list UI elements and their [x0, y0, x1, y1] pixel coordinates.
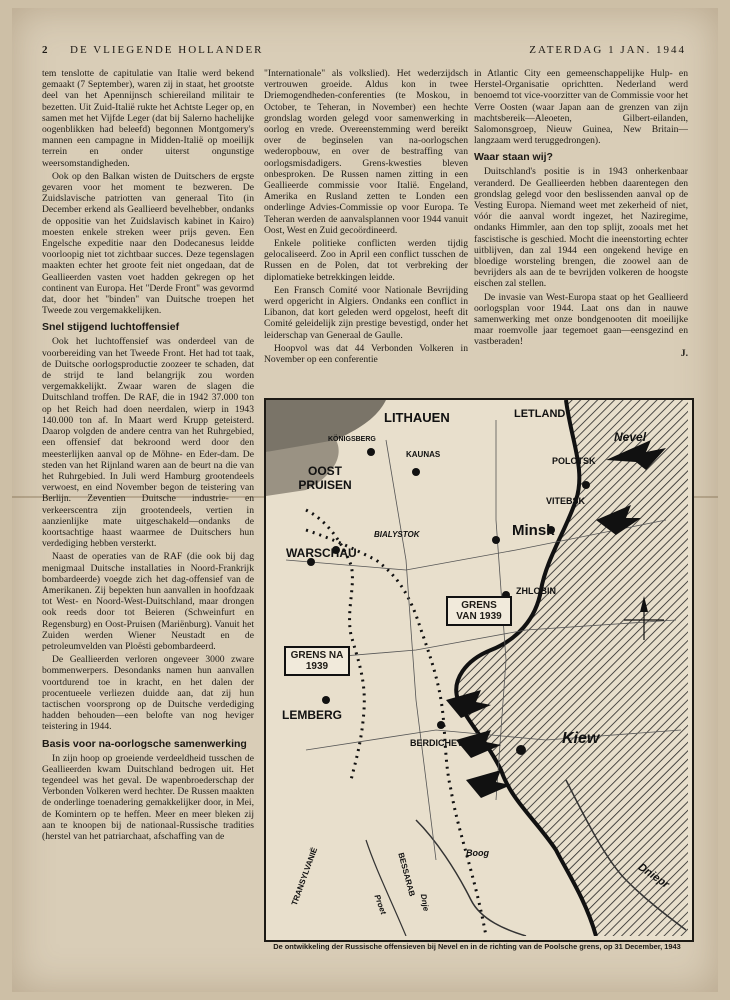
map-label-vitebsk: VITEBSK [546, 496, 586, 506]
map-label-warsaw: WARSCHAU [286, 546, 357, 560]
city-dot [437, 721, 445, 729]
city-dot [582, 481, 590, 489]
paragraph: De invasie van West-Europa staat op het Geallieerd oorlogsplan voor 1944. Laat ons dan in nauwe samenwerking met onze bondgenooten dit moeilijke maar roemvolle jaar tegemoet gaan—eensgezind en vastberaden! [474, 291, 688, 348]
front-map [264, 398, 694, 942]
map-label-east-prussia: OOST PRUISEN [298, 464, 352, 492]
map-label-nevel: Nevel [614, 430, 647, 444]
paragraph: Hoopvol was dat 44 Verbonden Volkeren in November op een conferentie [264, 342, 468, 366]
section-heading: Waar staan wij? [474, 151, 553, 164]
map-label-kaunas: KAUNAS [406, 450, 441, 459]
map-label-konigsberg: KÖNIGSBERG [328, 436, 376, 443]
city-dot [516, 745, 526, 755]
map-label-kiev: Kiew [562, 730, 600, 747]
map-label-transylvania: TRANSYLVANIË [289, 846, 320, 907]
paragraph: Een Fransch Comité voor Nationale Bevrijding werd opgericht in Algiers. Ondanks een conflict in Libanon, dat kort geleden werd opgelost, heeft dit Comité geleidelijk zijn prestige bevestigd, onder het leiderschap van Generaal de Gaulle. [264, 284, 468, 341]
paragraph: Ook op den Balkan wisten de Duitschers de ergste gevaren voor het moment te bezweren. De Zuidslavische patriotten van generaal Tito (in December erkend als Geallieerd bevelhebber, ondanks de oppositie van het Zuidslavisch kabinet in Kairo) moesten enkele streken weer prijs geven. Een Engelsche expeditie naar den Dodecanesus leidde voorloopig niet tot zichtbaar succes. Deze tegenslagen maakten echter het groote feit niet ongedaan, dat de Geallieerden vasten voet hadden gekregen op het continent van Europa. Het "Derde Front" was gevormd dat, door het "binden" van Duitsche troepen het Tweede zou vergemakkelijken. [42, 170, 254, 317]
map-label-bessarabia: BESSARAB [396, 851, 417, 898]
map-label-bialystok: BIALYSTOK [374, 530, 420, 539]
newspaper-page [12, 8, 718, 992]
paragraph: De Geallieerden verloren ongeveer 3000 zware bommenwerpers. Desondanks namen hun aanvallen voortdurend toe in kracht, en het dalen der procentueele verliezen duidde aan, dat zij hun tactischen voorsprong op de Duitsche verdediging hadden behouden—een belofte van nog heviger teistering in 1944. [42, 654, 254, 733]
paragraph: "Internationale" als volkslied). Het wederzijdsch vertrouwen groeide. Aldus kon in twee Driemogendheden-conferenties (te Moskou, in October, te Teheran, in November) een hechte grondslag worden gelegd voor samenwerking in oorlog en vrede. Overeenstemming werd bereikt over de beginselen van na-oorlogschen wederopbouw, en over de bestraffing van oorlogsmisdadigers. Grens-kwesties bleven onbesproken. De Russen namen zitting in een Geallieerde commissie voor Italië. Engeland, Amerika en Rusland zetten te Londen een onderlinge Advies-Commissie op voor Europa. Te Teheran werden de aanvalsplannen voor 1944 vanuit Oost, West en Zuid gecoördineerd. [264, 68, 468, 236]
map-label-polotsk: POLOTSK [552, 456, 596, 466]
map-label-minsk: Minsk [512, 522, 555, 539]
russian-held-area [456, 400, 688, 936]
border-1939-line [306, 530, 486, 936]
paragraph: Duitschland's positie is in 1943 onherkenbaar veranderd. De Geallieerden hebben daarentegen den grondslag gelegd voor den beslissenden aanval op de Vesting Europa. Niemand weet met zekerheid of niet, vóór die aanval wordt ingezet, het Naziregime, ondanks Himmler, aan den top splijt, zooals met het fascistische is geschied. Mocht die ineenstorting echter uitblijven, dan zal 1944 een ongekend hevige en bloedige worsteling brengen, die zoowel aan de bevrijders als aan de te bevrijden volkeren de hoogste eischen zal stellen. [474, 166, 688, 290]
masthead [42, 44, 692, 62]
paragraph: tem tenslotte de capitulatie van Italie werd bekend gemaakt (7 September), waren zij in staat, het grootste deel van het Apennijnsch schiereiland militair te bezetten. Uit Zuid-Italië rukte het Achtste Leger op, en samen met het Vijfde Leger (dat bij Salerno hachelijke oogenblikken had beleefd) begonnen Montgomery's mannen een campagne in Midden-Italië op moeilijk terrein en onder uiterst ongunstige weersomstandigheden. [42, 68, 254, 169]
author-signature: J. [680, 347, 688, 359]
paragraph: In zijn hoop op groeiende verdeeldheid tusschen de Geallieerden kwam Duitschland bedrogen uit. Het tegendeel was het geval. De wapenbroederschap der Verbonden Volkeren werd hechter. De Russen maakten de onderlinge toenadering gemakkelijker door, in Mei, de Komintern op te heffen. Meer en meer bleken zij aan te knoopen bij de nationaal-Russische tradities (herstel van het patriarchaat, afschaffing van de [42, 752, 254, 842]
map-label-prut: Proet [372, 893, 388, 916]
column-1 [42, 68, 254, 948]
city-dot [412, 468, 420, 476]
map-label-lithuania: LITHAUEN [384, 410, 450, 425]
label-border-after-1939: GRENS NA 1939 [284, 646, 350, 676]
column-2 [264, 68, 468, 396]
map-label-berdichev: BERDICHEV [410, 738, 464, 748]
column-3 [474, 68, 688, 398]
map-label-zhlobin: ZHLOBIN [516, 586, 556, 596]
section-heading: Snel stijgend luchtoffensief [42, 321, 180, 334]
newspaper-title: DE VLIEGENDE HOLLANDER [70, 44, 264, 56]
paragraph: Naast de operaties van de RAF (die ook bij dag menigmaal Duitsche installaties in Noord-Frankrijk bombardeerde) voegde zich het dag-offensief van de Amerikanen. Zij bepekten hun aanvallen in hoofdzaak tot West- en Noord-West-Duitschland, maar drongen ook reeds door tot Beieren (Schweinfurt en Regensburg) en Oost-Pruisen (Mariënburg). Vanuit het Zuiden werden Wiener Neustadt en de petroleumvelden van Ploësti gebombardeerd. [42, 551, 254, 652]
map-label-latvia: LETLAND [514, 408, 566, 420]
river-bug [416, 820, 526, 936]
map-label-dniepr: Dniepr [635, 861, 672, 891]
map-label-dniestr: Dnje [418, 893, 431, 912]
map-caption: De ontwikkeling der Russische offensieven bij Nevel en in de richting van de Poolsche grens, op 31 December, 1943 [273, 942, 681, 951]
label-border-1939: GRENS VAN 1939 [446, 596, 512, 626]
paragraph: Enkele politieke conflicten werden tijdig gelocaliseerd. Zoo in April een conflict tusschen de Russen en de Polen, dat tot verbreking der diplomatieke betrekkingen leidde. [264, 238, 468, 283]
paragraph: in Atlantic City een gemeenschappelijke Hulp- en Herstel-Organisatie oprichtten. Nederland werd benoemd tot vice-voorzitter van de Commissie voor het Verre Oosten (waar Japan aan de grenzen van zijn machtsbereik—Aleoeten, Gilbert-eilanden, Salomonsgroep, Nieuw Guinea, New Britain—langzaam werd teruggedrongen). [474, 68, 688, 147]
page-number: 2 [42, 44, 50, 56]
city-dot [367, 448, 375, 456]
issue-date: ZATERDAG 1 JAN. 1944 [529, 44, 686, 56]
section-heading: Basis voor na-oorlogsche samenwerking [42, 737, 247, 750]
map-label-bug: Boog [466, 848, 489, 858]
paragraph: Ook het luchtoffensief was onderdeel van de voorbereiding van het Tweede Front. Het had tot taak, de Duitsche oorlogsproductie zoozeer te schaden, dat de strijd te land belangrijk zou worden vergemakkelijkt. Zwaar waren de slagen die Duitschland troffen. De RAF, die in 1942 37.000 ton op het Reich had doen neerdalen, wierp in 1943 140.000 ton af. In Maart werd Krupp geteisterd. Daarop volgden de andere centra van het Ruhrgebied, een offensief dat bekroond werd door den meesterlijken aanval op de Möhne- en Eder-dam. De steden van het Rijnland waren aan de beurt na die van het Ruhrgebied. In Juli werd Hamburg grootendeels verwoest, en eind November begon de teistering van Berlijn. Zeventien Duitsche industrie- en verkeerscentra zijn grootendeels, vertien in aanzienlijke mate uitgeschakeld—ondanks de koortsachtige haast waarmee de Duitschers hun verdediging hebben versterkt. [42, 336, 254, 550]
city-dot [492, 536, 500, 544]
city-dot [322, 696, 330, 704]
map-label-lemberg: LEMBERG [282, 708, 342, 722]
